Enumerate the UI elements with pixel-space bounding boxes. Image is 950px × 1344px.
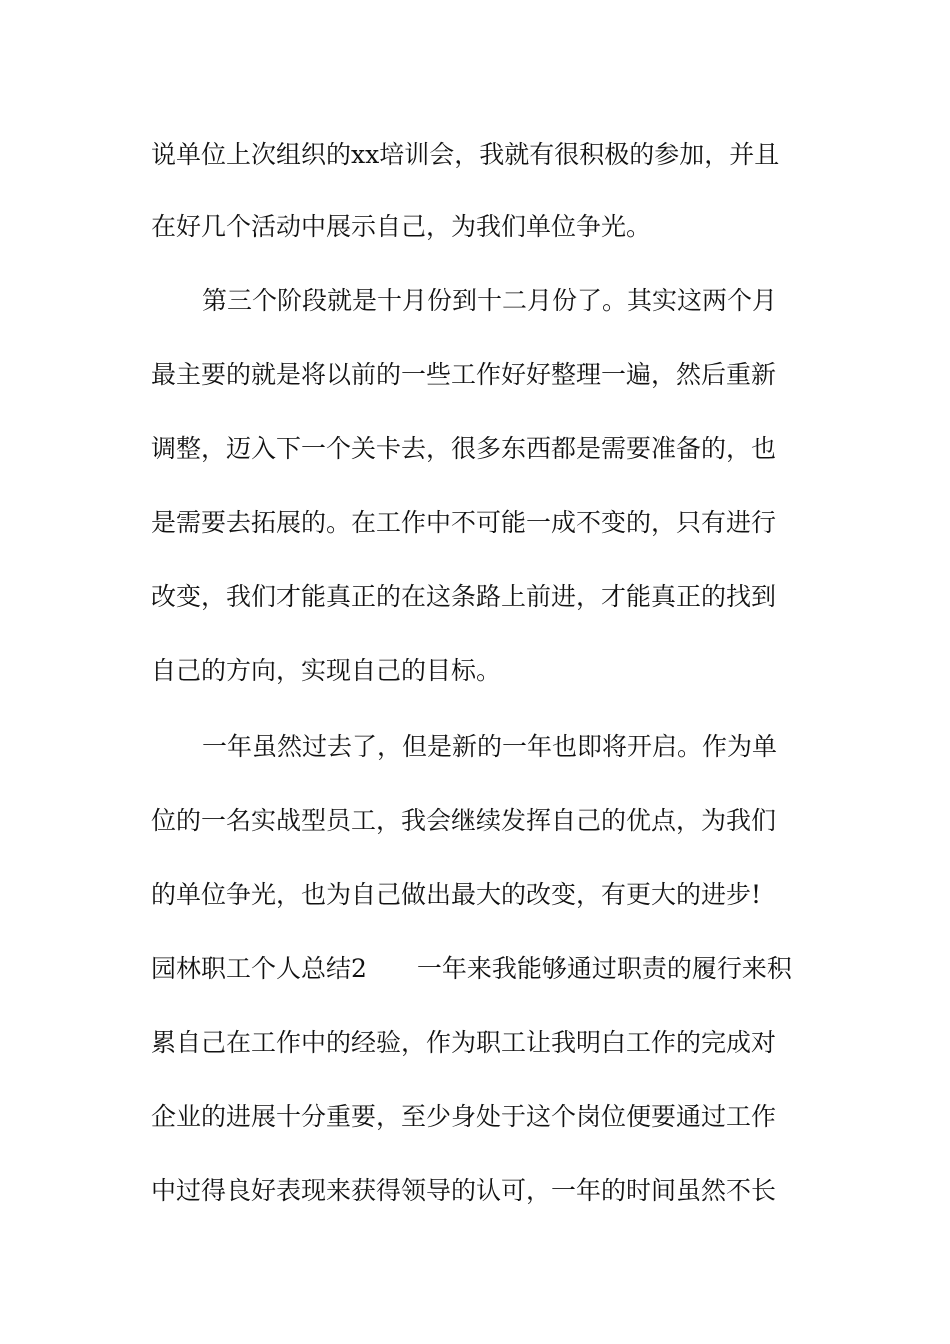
heading-continuation: 一年来我能够通过职责的履行来积 bbox=[416, 954, 792, 983]
text-line-10: 位的一名实战型员工，我会继续发挥自己的优点，为我们 bbox=[151, 806, 777, 835]
heading-line bbox=[151, 954, 792, 984]
text-line-11: 的单位争光，也为自己做出最大的改变，有更大的进步! bbox=[151, 880, 762, 909]
text-line-6: 是需要去拓展的。在工作中不可能一成不变的，只有进行 bbox=[151, 508, 777, 537]
text-line-4: 最主要的就是将以前的一些工作好好整理一遍，然后重新 bbox=[151, 360, 777, 389]
text-line-2: 在好几个活动中展示自己，为我们单位争光。 bbox=[151, 212, 652, 241]
text-line-5: 调整，迈入下一个关卡去，很多东西都是需要准备的，也 bbox=[151, 434, 777, 463]
paragraph-start-line: 一年虽然过去了，但是新的一年也即将开启。作为单 bbox=[202, 732, 778, 761]
text-line-14: 企业的进展十分重要，至少身处于这个岗位便要通过工作 bbox=[151, 1102, 777, 1131]
text-line-1: 说单位上次组织的xx培训会，我就有很积极的参加，并且 bbox=[151, 140, 780, 169]
text-line-7: 改变，我们才能真正的在这条路上前进，才能真正的找到 bbox=[151, 582, 777, 611]
text-line-13: 累自己在工作中的经验，作为职工让我明白工作的完成对 bbox=[151, 1028, 777, 1057]
text-line-8: 自己的方向，实现自己的目标。 bbox=[151, 656, 502, 685]
section-heading: 园林职工个人总结2 bbox=[151, 954, 367, 983]
text-line-15: 中过得良好表现来获得领导的认可，一年的时间虽然不长 bbox=[151, 1176, 777, 1205]
paragraph-start-line: 第三个阶段就是十月份到十二月份了。其实这两个月 bbox=[202, 286, 778, 315]
